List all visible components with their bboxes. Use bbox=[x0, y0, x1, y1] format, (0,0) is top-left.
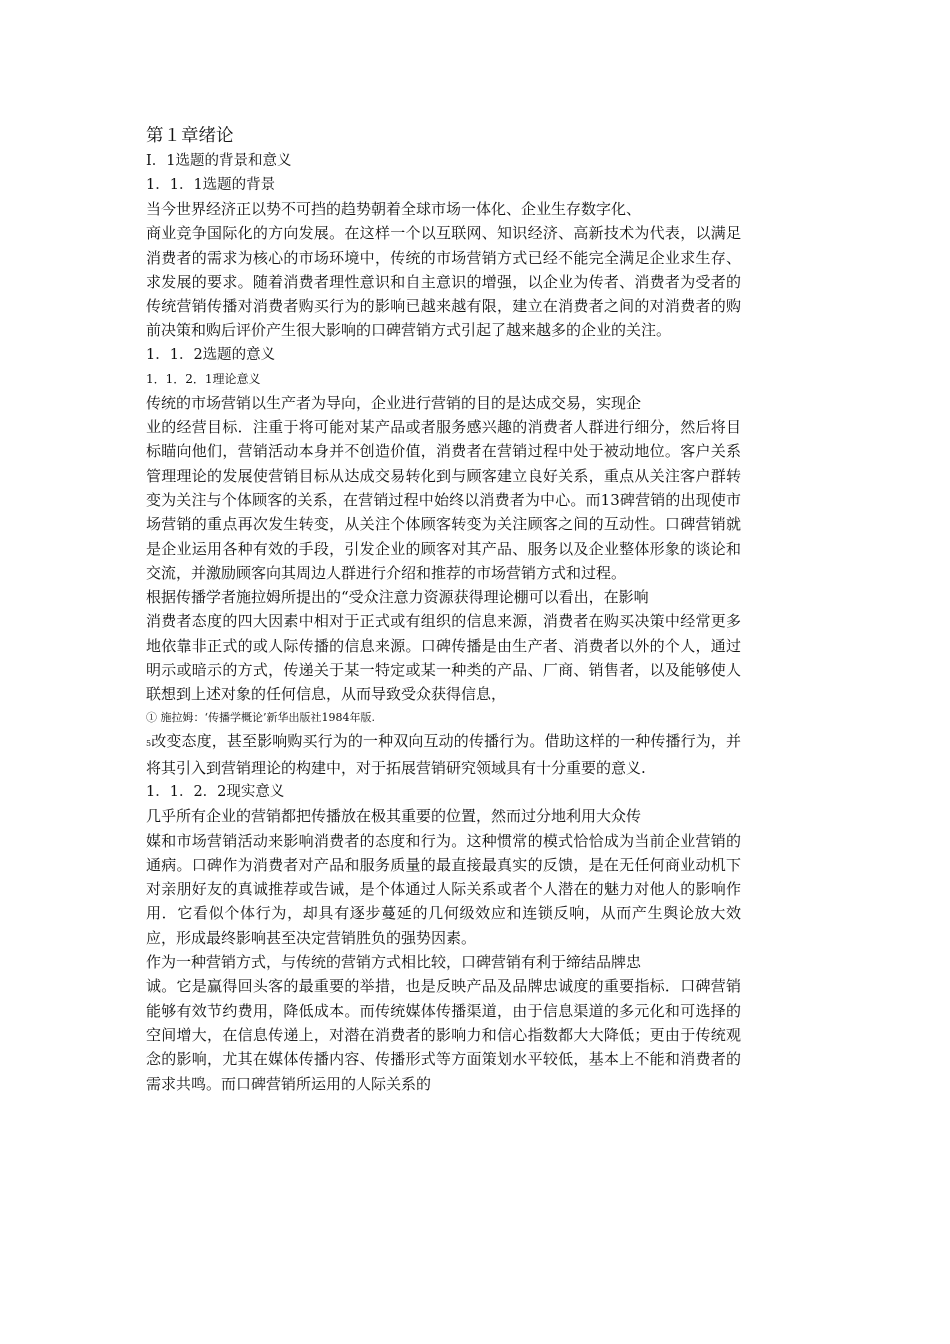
paragraph-first-line: 根据传播学者施拉姆所提出的“受众注意力资源获得理论棚可以看出，在影响 bbox=[146, 588, 649, 607]
paragraph-theory bbox=[146, 391, 741, 585]
paragraph-first-line: 几乎所有企业的营销都把传播放在极其重要的位置，然而过分地利用大众传 bbox=[146, 807, 642, 826]
paragraph-practical bbox=[146, 804, 741, 950]
section-heading-1-1-1: 1．1．1选题的背景 bbox=[146, 177, 276, 193]
paragraph-schramm bbox=[146, 585, 741, 706]
document-page bbox=[146, 123, 741, 1096]
page-mark: 5 bbox=[146, 738, 152, 748]
paragraph-body: 商业竞争国际化的方向发展。在这样一个以互联网、知识经济、高新技术为代表，以满足消费者的需求为核心的市场环境中，传统的市场营销方式已经不能完全满足企业求生存、求发展的要求。随着消费者理性意识和自主意识的增强，以企业为传者、消费者为受者的传统营销传播对消费者购买行为的影响已越来越有限，建立在消费者之间的对消费者的购前决策和购后评价产生很大影响的口碑营销方式引起了越来越多的企业的关注。 bbox=[146, 224, 741, 340]
paragraph-first-line: 作为一种营销方式，与传统的营销方式相比较，口碑营销有利于缔结品牌忠 bbox=[146, 953, 642, 972]
section-heading-1-1: I．1选题的背景和意义 bbox=[146, 153, 292, 169]
footnote: ① 施拉姆：‘传播学概论’新华出版社1984年版. bbox=[146, 710, 375, 724]
paragraph-body: 改变态度，甚至影响购买行为的一种双向互动的传播行为。借助这样的一种传播行为，并将其引入到营销理论的构建中，对于拓展营销研究领域具有十分重要的意义. bbox=[146, 731, 741, 777]
paragraph-body: 媒和市场营销活动来影响消费者的态度和行为。这种惯常的模式恰恰成为当前企业营销的通病。口碑作为消费者对产品和服务质量的最直接最真实的反馈，是在无任何商业动机下对亲朋好友的真诚推荐或告诫，是个体通过人际关系或者个人潜在的魅力对他人的影响作用．它看似个体行为，却具有逐步蔓延的几何级效应和连锁反响，从而产生舆论放大效应，形成最终影响甚至决定营销胜负的强势因素。 bbox=[146, 831, 741, 947]
paragraph-first-line: 当今世界经济正以势不可挡的趋势朝着全球市场一体化、企业生存数字化、 bbox=[146, 200, 642, 218]
section-heading-1-1-2: 1．1．2选题的意义 bbox=[146, 346, 276, 363]
paragraph-body: 业的经营目标．注重于将可能对某产品或者服务感兴趣的消费者人群进行细分，然后将目标瞄向他们，营销活动本身并不创造价值，消费者在营销过程中处于被动地位。客户关系管理理论的发展使营销目标从达成交易转化到与顾客建立良好关系，重点从关注客户群转变为关注与个体顾客的关系，在营销过程中始终以消费者为中心。而13碑营销的出现使市场营销的重点再次发生转变，从关注个体顾客转变为关注顾客之间的互动性。口碑营销就是企业运用各种有效的手段，引发企业的顾客对其产品、服务以及企业整体形象的谈论和交流，并激励顾客向其周边人群进行介绍和推荐的市场营销方式和过程。 bbox=[146, 418, 741, 582]
paragraph-first-line: 传统的市场营销以生产者为导向，企业进行营销的目的是达成交易，实现企 bbox=[146, 393, 642, 412]
paragraph-background bbox=[146, 197, 741, 343]
section-heading-1-1-2-2: 1．1．2．2现实意义 bbox=[146, 784, 285, 801]
chapter-title: 第１章绪论 bbox=[146, 126, 234, 146]
section-heading-1-1-2-1: 1．1．2．1理论意义 bbox=[146, 371, 261, 386]
paragraph-continuation bbox=[146, 729, 741, 781]
paragraph-body: 消费者态度的四大因素中相对于正式或有组织的信息来源，消费者在购买决策中经常更多地依靠非正式的或人际传播的信息来源。口碑传播是由生产者、消费者以外的个人，通过明示或暗示的方式，传递关于某一特定或某一种类的产品、厂商、销售者，以及能够使人联想到上述对象的任何信息，从而导致受众获得信息， bbox=[146, 612, 741, 704]
paragraph-marketing bbox=[146, 950, 741, 1096]
paragraph-body: 诚。它是赢得回头客的最重要的举措，也是反映产品及品牌忠诚度的重要指标．口碑营销能够有效节约费用，降低成本。而传统媒体传播渠道，由于信息渠道的多元化和可选择的空间增大，在信息传递上，对潜在消费者的影响力和信心指数都大大降低；更由于传统观念的影响，尤其在媒体传播内容、传播形式等方面策划水平较低，基本上不能和消费者的需求共鸣。而口碑营销所运用的人际关系的 bbox=[146, 977, 741, 1093]
